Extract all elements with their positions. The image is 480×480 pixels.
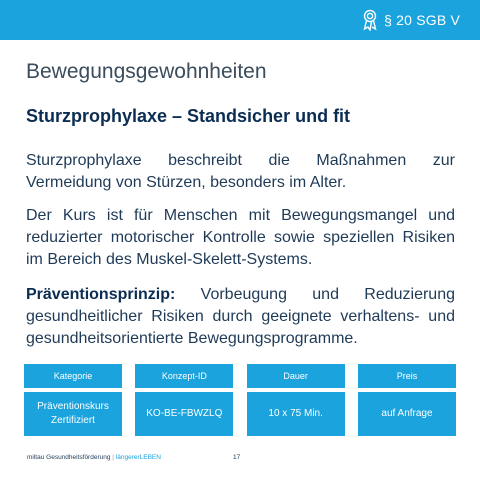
card-label: Dauer [247,364,345,388]
footer-brand: längererLEBEN [115,454,161,461]
principle-label: Präventionsprinzip: [26,286,176,303]
card-label: Konzept-ID [135,364,233,388]
card-value: KO-BE-FBWZLQ [135,392,233,436]
card-concept-id [135,364,233,436]
principle-text: Vorbeugung und Reduzierung gesundheitlicher Risiken durch geeignete verhaltens- und gesundheitsorientierte Bewegungsprogramme. [26,286,455,347]
paragraph-target-group: Der Kurs ist für Menschen mit Bewegungsmangel und reduzierter motorischer Kontrolle sowie speziellen Risiken im Bereich des Muskel-Skelett-Systems. [26,207,455,268]
paragraph-definition: Sturzprophylaxe beschreibt die Maßnahmen zur Vermeidung von Stürzen, besonders im Alter. [26,152,455,191]
law-badge [362,8,460,32]
section-heading: Sturzprophylaxe – Standsicher und fit [26,106,351,126]
card-label: Preis [358,364,456,388]
footer-company: miltau Gesundheitsförderung [27,454,111,461]
footer [27,454,161,461]
card-value: Präventionskurs Zertifiziert [24,392,122,436]
card-price [358,364,456,436]
footer-separator: | [110,454,116,461]
badge-text: § 20 SGB V [384,12,460,28]
course-info-cards [24,364,456,436]
card-value: 10 x 75 Min. [247,392,345,436]
page-title: Bewegungsgewohnheiten [26,60,267,83]
card-value: auf Anfrage [358,392,456,436]
header-bar [0,0,480,40]
card-label: Kategorie [24,364,122,388]
paragraph-principle [26,284,455,350]
card-category [24,364,122,436]
page-number: 17 [233,454,241,461]
award-ribbon-icon [362,9,378,31]
card-duration [247,364,345,436]
